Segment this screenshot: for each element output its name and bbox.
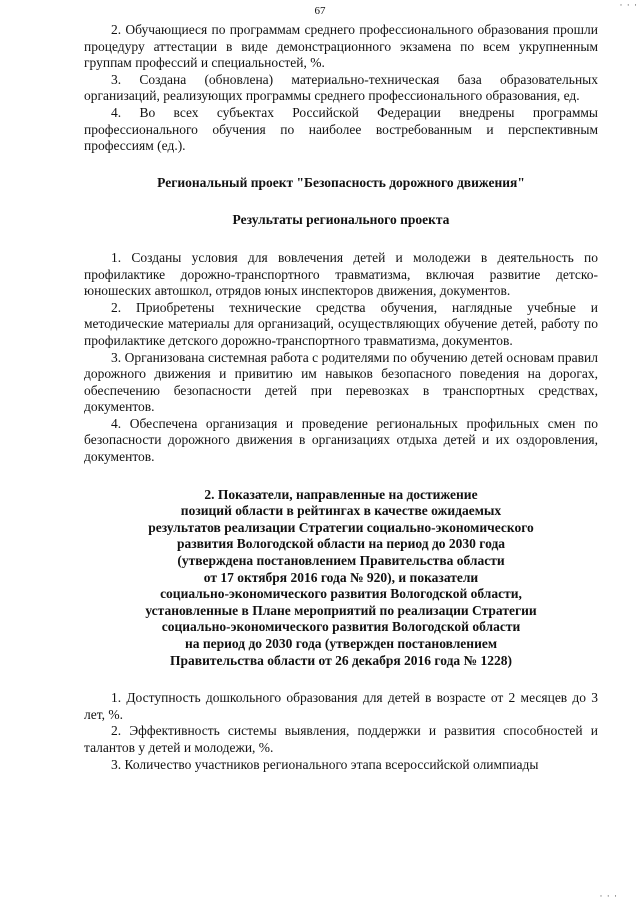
paragraph-result-3: 3. Организована системная работа с родителями по обучению детей основам правил дорожного движения и привитию им навыков безопасного поведения на дорогах, обеспечению безопасности детей при перевозках в транспортных средствах, документов.: [84, 349, 598, 415]
document-body: [84, 22, 598, 773]
heading-indicators-line: результатов реализации Стратегии социально-экономического: [148, 519, 534, 535]
heading-indicators-line: социально-экономического развития Вологодской области: [161, 619, 521, 635]
paragraph-indicator-2: 2. Эффективность системы выявления, поддержки и развития способностей и талантов у детей и молодежи, %.: [84, 723, 598, 755]
heading-indicators-line: Правительства области от 26 декабря 2016 года № 1228): [170, 652, 512, 668]
paragraph-spo-material-base: 3. Создана (обновлена) материально-техническая база образовательных организаций, реализующих программы среднего профессионального образования, ед.: [84, 71, 598, 104]
heading-regional-project: Региональный проект "Безопасность дорожного движения": [157, 174, 525, 190]
paragraph-spo-programs: 4. Во всех субъектах Российской Федерации внедрены программы профессионального обучения по наиболее востребованным и перспективным профессиям (ед.).: [84, 104, 598, 154]
paragraph-result-4: 4. Обеспечена организация и проведение региональных профильных смен по безопасности дорожного движения в организациях отдыха детей и их оздоровления, документов.: [84, 415, 598, 465]
heading-indicators-line: на период до 2030 года (утвержден постановлением: [184, 636, 498, 651]
heading-project-results: Результаты регионального проекта: [232, 212, 450, 228]
heading-indicators-line: позиций области в рейтингах в качестве ожидаемых: [180, 503, 502, 519]
scan-mark-bottom: · · ·: [599, 891, 618, 901]
paragraph-result-1: 1. Созданы условия для вовлечения детей и молодежи в деятельность по профилактике дорожно-транспортного травматизма, включая развитие детско-юношеских автошкол, отрядов юных инспекторов движения, документов.: [84, 249, 598, 299]
heading-indicators-line: 2. Показатели, направленные на достижение: [204, 486, 478, 502]
page-number: 67: [314, 5, 326, 17]
heading-indicators: [84, 487, 598, 670]
heading-indicators-line: развития Вологодской области на период до 2030 года: [176, 536, 506, 552]
paragraph-result-2: 2. Приобретены технические средства обучения, наглядные учебные и методические материалы для организаций, осуществляющих обучение детей, работу по профилактике детского дорожно-транспортного травматизма, документов.: [84, 299, 598, 348]
paragraph-indicator-3: 3. Количество участников регионального этапа всероссийской олимпиады: [111, 756, 539, 772]
scan-mark-top: · · ·: [619, 0, 638, 10]
heading-indicators-line: (утверждена постановлением Правительства области: [177, 553, 505, 569]
paragraph-spo-attestation: 2. Обучающиеся по программам среднего профессионального образования прошли процедуру аттестации в виде демонстрационного экзамена по всем укрупненным группам профессий и специальностей, %.: [84, 22, 598, 71]
paragraph-indicator-1: 1. Доступность дошкольного образования для детей в возрасте от 2 месяцев до 3 лет, %.: [84, 690, 598, 722]
heading-indicators-line: социально-экономического развития Вологодской области,: [160, 586, 522, 602]
heading-indicators-line: от 17 октября 2016 года № 920), и показатели: [203, 569, 479, 585]
heading-indicators-line: установленные в Плане мероприятий по реализации Стратегии: [145, 602, 537, 618]
